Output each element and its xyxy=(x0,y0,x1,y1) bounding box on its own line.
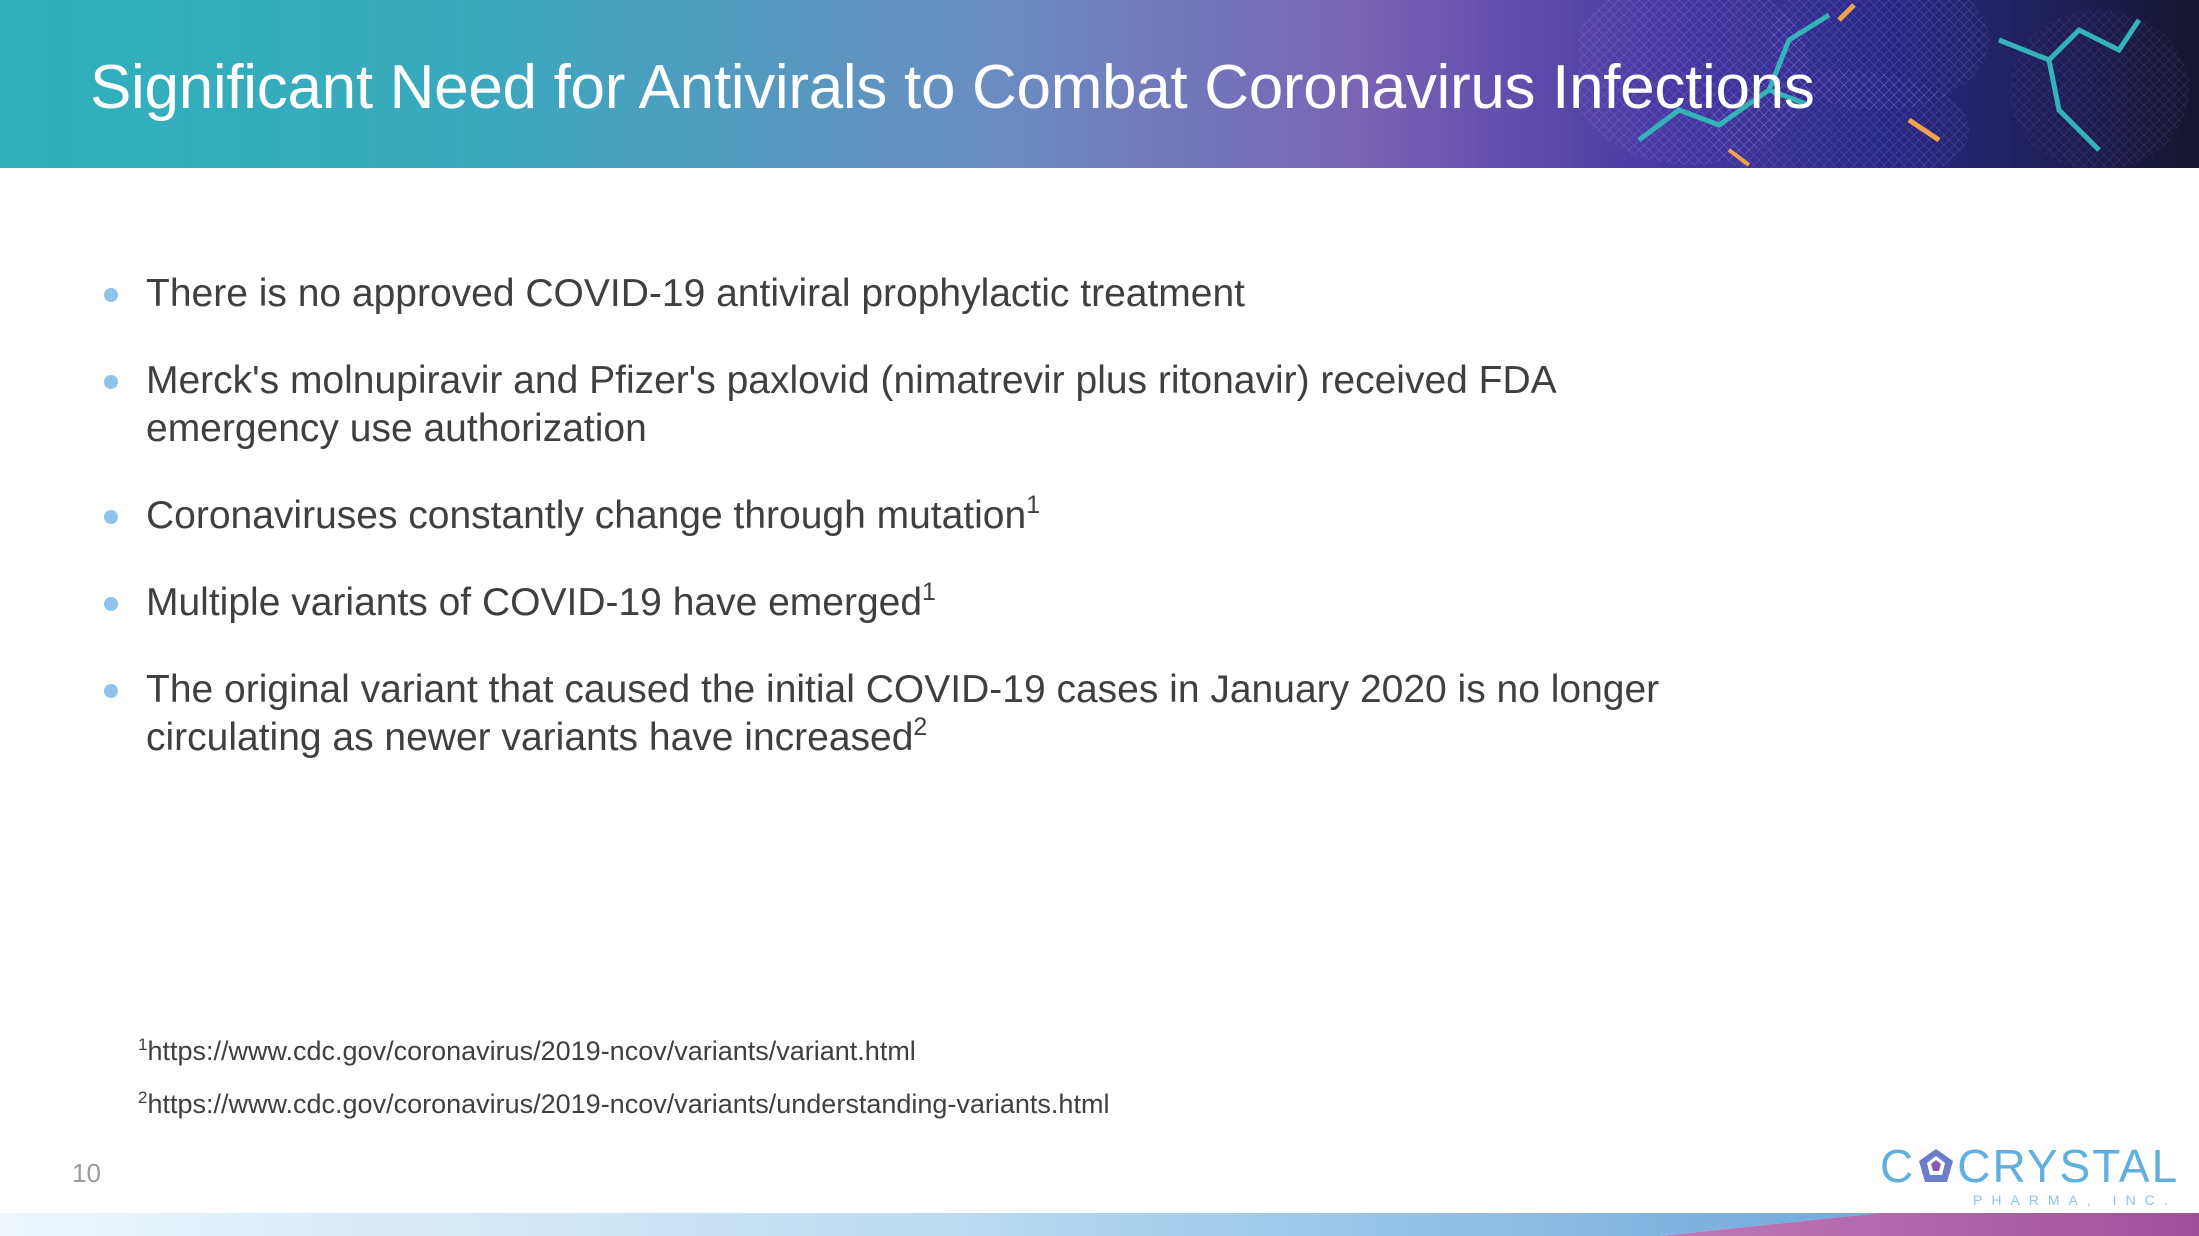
pentagon-crystal-icon xyxy=(1916,1146,1956,1186)
page-number: 10 xyxy=(72,1158,101,1188)
bullet-dot-icon xyxy=(104,375,118,389)
logo-subtitle: PHARMA, INC. xyxy=(1973,1192,2177,1208)
bullet-item xyxy=(104,492,1904,540)
logo-wordmark-rest: CRYSTAL xyxy=(1957,1140,2180,1192)
bullet-text-continued: circulating as newer variants have increased xyxy=(146,716,914,759)
bullet-item xyxy=(104,357,1904,453)
bullet-text: There is no approved COVID-19 antiviral prophylactic treatment xyxy=(146,272,1246,315)
slide-title: Significant Need for Antivirals to Combat Coronavirus Infections xyxy=(90,53,1815,122)
footnote xyxy=(138,1036,1109,1067)
bullet-list xyxy=(104,270,1904,801)
footnote-ref: 1 xyxy=(1026,491,1041,519)
bullet-text: Merck's molnupiravir and Pfizer's paxlovid (nimatrevir plus ritonavir) received FDA xyxy=(146,359,1557,402)
bullet-item xyxy=(104,579,1904,627)
bullet-text: Coronaviruses constantly change through mutation xyxy=(146,494,1027,537)
bullet-item xyxy=(104,666,1904,762)
bottom-gradient-band xyxy=(0,1213,2199,1236)
bullet-dot-icon xyxy=(104,510,118,524)
logo-letter: C xyxy=(1880,1140,1916,1192)
bullet-item xyxy=(104,270,1904,318)
footnotes xyxy=(138,1036,1109,1142)
logo-wordmark xyxy=(1880,1140,2179,1192)
footnote xyxy=(138,1089,1109,1120)
footnote-number: 1 xyxy=(138,1035,148,1054)
footnote-link[interactable]: https://www.cdc.gov/coronavirus/2019-ncov/variants/understanding-variants.html xyxy=(147,1089,1110,1119)
footnote-ref: 1 xyxy=(922,578,936,606)
bullet-dot-icon xyxy=(104,597,118,611)
footnote-ref: 2 xyxy=(913,713,928,741)
slide-header xyxy=(0,0,2199,168)
footnote-link[interactable]: https://www.cdc.gov/coronavirus/2019-ncov/variants/variant.html xyxy=(147,1036,916,1066)
company-logo xyxy=(1880,1140,2180,1210)
bullet-dot-icon xyxy=(104,288,118,302)
bullet-text-continued: emergency use authorization xyxy=(146,407,647,450)
footnote-number: 2 xyxy=(138,1088,148,1107)
bullet-dot-icon xyxy=(104,684,118,698)
bullet-text: The original variant that caused the initial COVID-19 cases in January 2020 is no longer xyxy=(146,668,1660,711)
bullet-text: Multiple variants of COVID-19 have emerged xyxy=(146,581,923,624)
